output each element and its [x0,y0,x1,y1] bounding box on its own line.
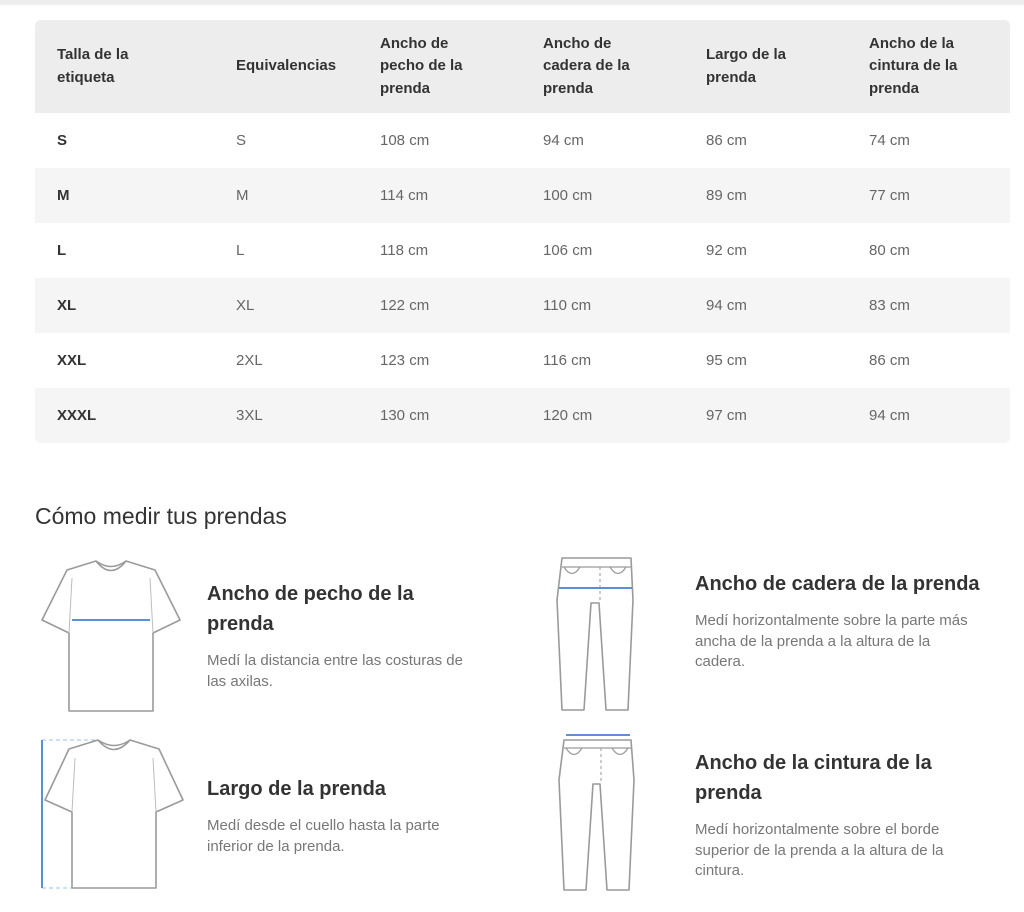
guide-waist-width [695,748,980,882]
header-label-size: Talla de la etiqueta [57,46,129,86]
header-waist-width: Ancho de la cintura de la prenda [869,34,958,97]
cell-length: 97 cm [706,407,747,424]
section-title: Cómo medir tus prendas [35,503,287,529]
guide-description: Medí horizontalmente sobre el borde superior de la prenda a la altura de la cintura. [695,821,944,879]
cell-hip: 110 cm [543,297,592,314]
header-length: Largo de la prenda [706,46,787,86]
pants-waist-icon [556,732,638,894]
table-header-row [35,20,1010,113]
cell-size: M [57,187,70,204]
cell-hip: 94 cm [543,132,584,149]
tshirt-length-icon [38,736,186,894]
table-row [35,278,1010,333]
guide-title: Ancho de la cintura de la prenda [695,752,932,804]
guide-length [207,774,472,857]
guide-description: Medí la distancia entre las costuras de las axilas. [207,652,463,690]
cell-waist: 86 cm [869,352,910,369]
header-chest-width: Ancho de pecho de la prenda [380,34,463,97]
cell-length: 94 cm [706,297,747,314]
cell-size: XXXL [57,407,97,424]
table-row [35,113,1010,168]
cell-chest: 130 cm [380,407,430,424]
cell-size: L [57,242,67,259]
cell-chest: 122 cm [380,297,430,314]
cell-equivalence: S [236,132,247,149]
pants-hip-icon [554,555,636,715]
cell-chest: 123 cm [380,352,430,369]
tshirt-chest-icon [40,558,182,714]
cell-hip: 106 cm [543,242,593,259]
table-row [35,333,1010,388]
table-row [35,223,1010,278]
cell-length: 89 cm [706,187,747,204]
guide-title: Ancho de pecho de la prenda [207,583,414,635]
cell-equivalence: 3XL [236,407,263,424]
header-hip-width: Ancho de cadera de la prenda [543,34,630,97]
cell-equivalence: XL [236,297,255,314]
cell-equivalence: 2XL [236,352,263,369]
table-row [35,168,1010,223]
guide-chest-width [207,579,472,692]
guide-description: Medí horizontalmente sobre la parte más ancha de la prenda a la altura de la cadera. [695,612,968,670]
cell-waist: 80 cm [869,242,910,259]
cell-size: S [57,132,68,149]
cell-size: XXL [57,352,87,369]
size-table-container [35,20,1010,443]
table-row [35,388,1010,443]
cell-waist: 74 cm [869,132,910,149]
top-shadow-bar [0,0,1024,4]
cell-length: 95 cm [706,352,747,369]
cell-equivalence: M [236,187,249,204]
guide-description: Medí desde el cuello hasta la parte inferior de la prenda. [207,817,440,855]
cell-chest: 108 cm [380,132,430,149]
guide-hip-width [695,569,980,673]
cell-length: 92 cm [706,242,747,259]
cell-length: 86 cm [706,132,747,149]
cell-equivalence: L [236,242,245,259]
cell-hip: 100 cm [543,187,593,204]
header-equivalences: Equivalencias [236,57,337,75]
cell-size: XL [57,297,77,314]
size-table [35,20,1010,443]
cell-hip: 116 cm [543,352,592,369]
cell-chest: 114 cm [380,187,429,204]
cell-waist: 94 cm [869,407,910,424]
cell-chest: 118 cm [380,242,429,259]
cell-waist: 77 cm [869,187,910,204]
guide-title: Largo de la prenda [207,778,386,800]
cell-waist: 83 cm [869,297,910,314]
cell-hip: 120 cm [543,407,593,424]
guide-title: Ancho de cadera de la prenda [695,573,980,595]
